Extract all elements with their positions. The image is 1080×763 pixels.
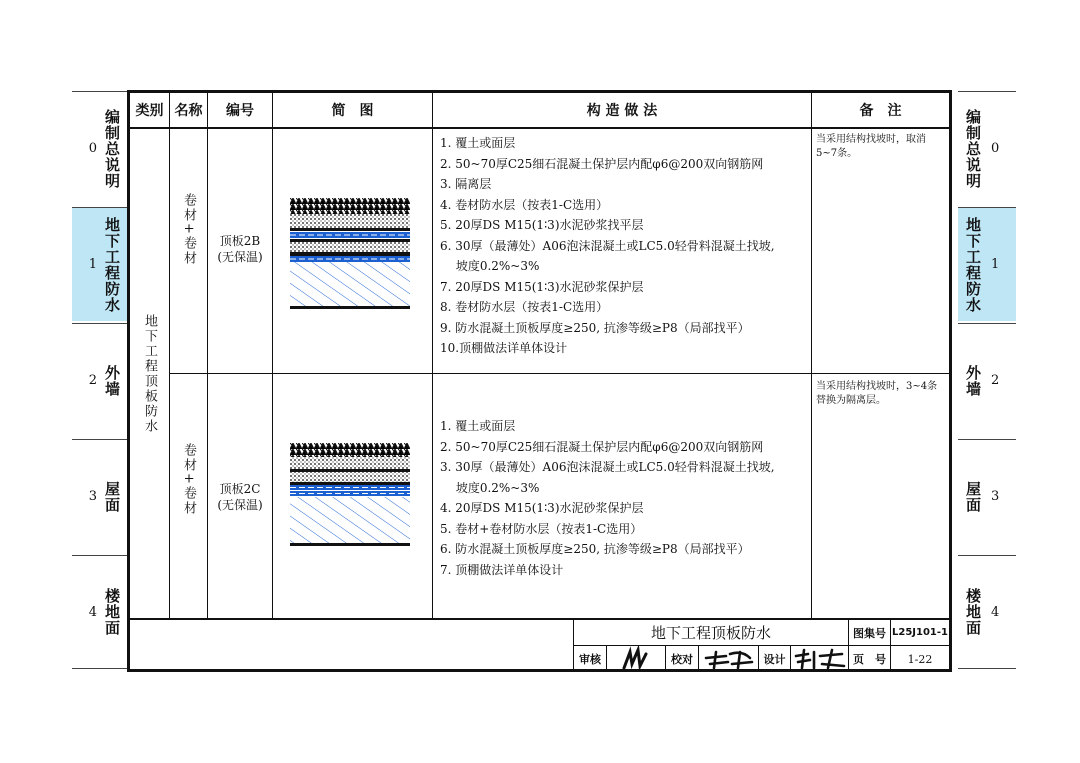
page-label: 页 号 [853, 653, 886, 666]
drawing-title: 地下工程顶板防水 [650, 624, 771, 642]
row2-step: 6. 防水混凝土顶板厚度≥250, 抗渗等级≥P8（局部找平） [440, 542, 750, 556]
row1-name: 卷材+卷材 [181, 193, 196, 266]
row2-step: 5. 卷材+卷材防水层（按表1-C选用） [440, 521, 643, 536]
right-tab-0[interactable]: 编制总说明 0 [958, 91, 1016, 205]
row2-step: 3. 30厚（最薄处）A06泡沫混凝土或LC5.0轻骨料混凝土找坡, [440, 460, 775, 474]
row1-step: 5. 20厚DS M15(1∶3)水泥砂浆找平层 [440, 218, 644, 232]
row1-section-diagram [290, 198, 416, 318]
row1-remark: 当采用结构找坡时，取消5~7条。 [816, 134, 926, 159]
right-tab-4[interactable]: 楼地面 4 [958, 555, 1016, 669]
right-tab-3[interactable]: 屋面 3 [958, 439, 1016, 553]
check-signature [700, 646, 758, 672]
row1-step: 4. 卷材防水层（按表1-C选用） [440, 197, 609, 212]
review-signature [608, 646, 664, 672]
row2-step: 4. 20厚DS M15(1∶3)水泥砂浆保护层 [440, 501, 644, 515]
left-tab-label: 地下工程防水 [103, 216, 121, 313]
right-tab-label: 外墙 [964, 364, 982, 397]
right-tab-label: 编制总说明 [964, 108, 982, 189]
check-label: 校对 [671, 653, 693, 666]
row1-step: 1. 覆土或面层 [440, 136, 516, 150]
header-remark: 备 注 [859, 103, 902, 119]
design-label: 设计 [763, 653, 786, 666]
page-number: 1-22 [907, 652, 933, 666]
header-diagram: 简 图 [331, 103, 374, 119]
left-tab-1[interactable]: 1 地下工程防水 [72, 207, 130, 321]
row1-step: 2. 50~70厚C25细石混凝土保护层内配φ6@200双向钢筋网 [440, 156, 764, 171]
row1-step: 6. 30厚（最薄处）A06泡沫混凝土或LC5.0轻骨料混凝土找坡, [440, 238, 775, 253]
row1-steps [440, 133, 810, 359]
header-method: 构 造 做 法 [586, 103, 658, 119]
left-tab-label: 编制总说明 [103, 108, 121, 189]
row2-step: 7. 顶棚做法详单体设计 [440, 562, 564, 577]
row1-code: 顶板2B (无保温) [217, 234, 263, 264]
left-tab-label: 楼地面 [103, 588, 121, 636]
row1-step: 7. 20厚DS M15(1∶3)水泥砂浆保护层 [440, 279, 644, 294]
left-tab-2[interactable]: 2 外墙 [72, 323, 130, 437]
left-tab-label: 屋面 [103, 480, 121, 513]
right-tab-label: 地下工程防水 [964, 216, 982, 313]
row2-step: 2. 50~70厚C25细石混凝土保护层内配φ6@200双向钢筋网 [440, 439, 764, 454]
row2-steps [440, 416, 810, 580]
header-code: 编号 [226, 103, 254, 119]
row2-remark: 当采用结构找坡时，3~4条替换为隔离层。 [816, 381, 938, 406]
row2-step: 坡度0.2%~3% [440, 480, 540, 495]
atlas-label: 图集号 [853, 626, 886, 640]
row1-step: 3. 隔离层 [440, 177, 492, 191]
right-tab-label: 楼地面 [964, 588, 982, 636]
row1-step: 9. 防水混凝土顶板厚度≥250, 抗渗等级≥P8（局部找平） [440, 320, 750, 335]
left-tab-0[interactable]: 0 编制总说明 [72, 91, 130, 205]
left-tab-3[interactable]: 3 屋面 [72, 439, 130, 553]
right-tab-label: 屋面 [964, 480, 982, 513]
row1-step: 坡度0.2%~3% [440, 259, 540, 273]
header-category: 类别 [135, 103, 164, 119]
row1-step: 8. 卷材防水层（按表1-C选用） [440, 300, 609, 314]
drawing-sheet [127, 90, 952, 672]
row2-step: 1. 覆土或面层 [440, 419, 516, 433]
row2-section-diagram [290, 443, 416, 555]
category-text: 地下工程顶板防水 [142, 313, 157, 434]
header-name: 名称 [174, 103, 203, 119]
row2-code: 顶板2C (无保温) [217, 482, 263, 512]
left-tab-4[interactable]: 4 楼地面 [72, 555, 130, 669]
review-label: 审核 [579, 653, 601, 666]
left-tab-label: 外墙 [103, 364, 121, 397]
right-tab-1[interactable]: 地下工程防水 1 [958, 207, 1016, 321]
row1-step: 10.顶棚做法详单体设计 [440, 341, 568, 355]
row2-name: 卷材+卷材 [181, 443, 196, 516]
atlas-number: L25J101-1 [892, 627, 948, 638]
design-signature [792, 646, 848, 672]
right-tab-2[interactable]: 外墙 2 [958, 323, 1016, 437]
